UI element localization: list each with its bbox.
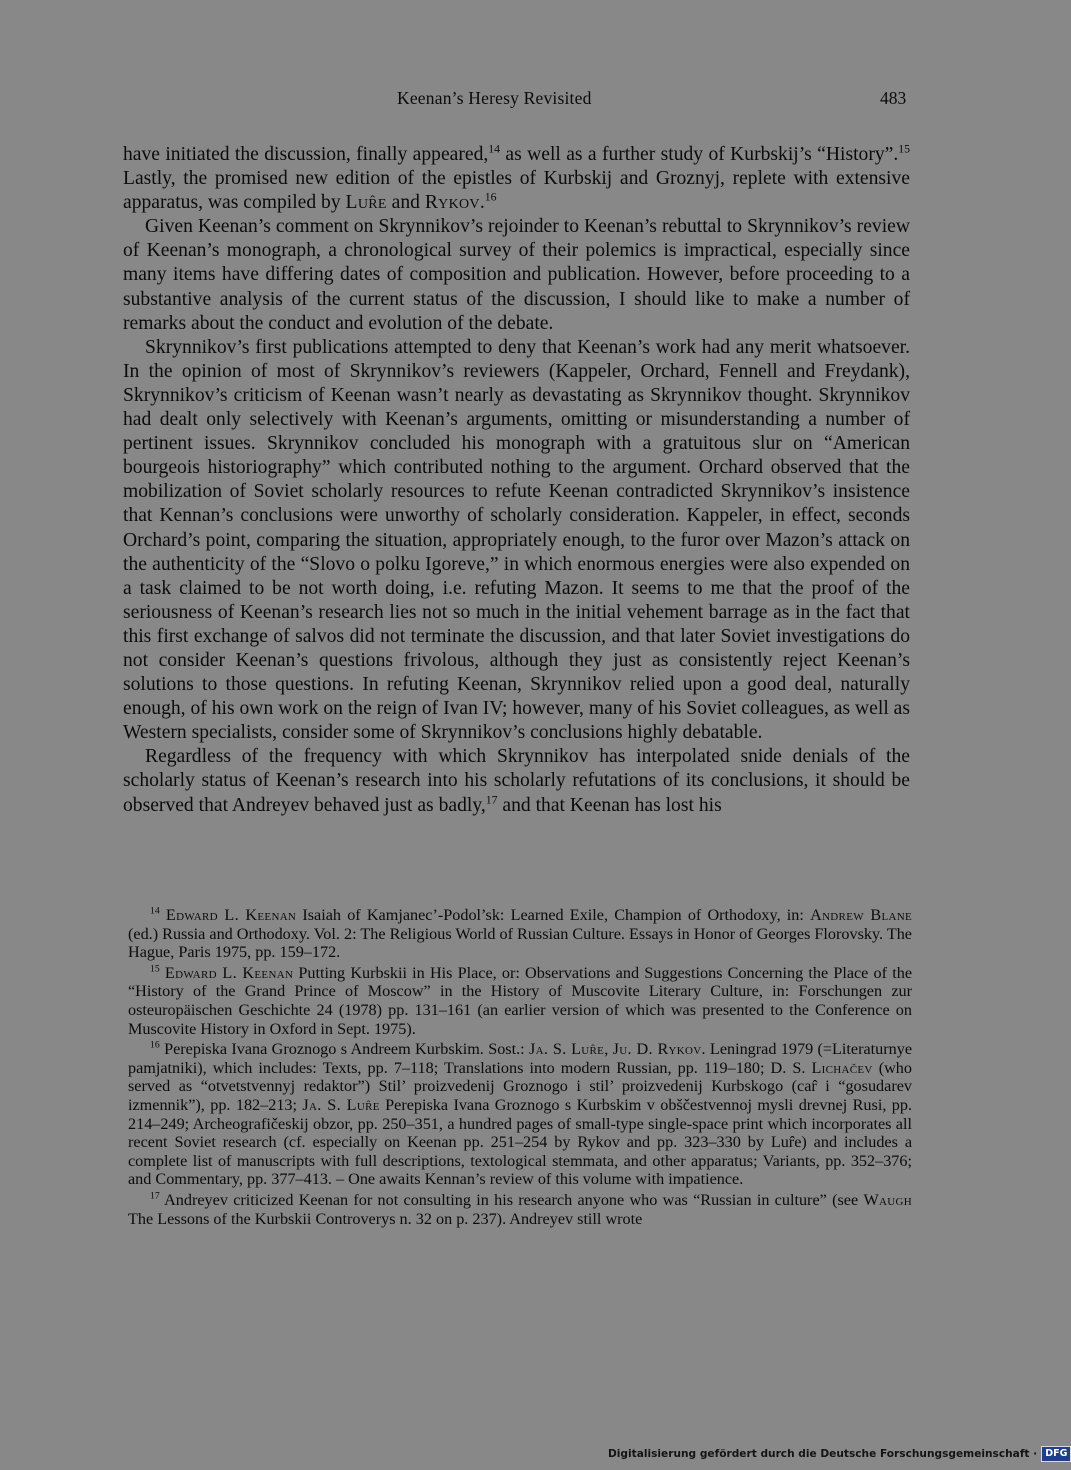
- author-name: Lichačev: [811, 1058, 873, 1077]
- footnote-17: [128, 1191, 912, 1228]
- footnote-text: Isaiah of Kamjanec’-Podol’sk: Learned Exile, Champion of Orthodoxy, in:: [296, 906, 811, 924]
- digitization-note: Digitalisierung gefördert durch die Deutsche Forschungsgemeinschaft ·: [608, 1448, 1038, 1460]
- footnote-ref-15: 15: [898, 142, 910, 156]
- dfg-logo: DFG: [1041, 1446, 1071, 1462]
- footnote-ref-16: 16: [484, 190, 497, 204]
- author-name: Edward L. Keenan: [165, 906, 297, 924]
- paragraph-4-text: and that Keenan has lost his: [497, 794, 722, 816]
- footnote-number: 15: [150, 963, 160, 975]
- footnotes: [128, 906, 912, 1230]
- author-name: Ja. S. Lur̂e: [302, 1095, 380, 1114]
- paragraph-4: [123, 745, 910, 817]
- digitization-footer: [608, 1446, 1071, 1462]
- paragraph-1-text: as well as a further study of Kurbskij’s “History”.: [500, 144, 899, 165]
- paragraph-2: Given Keenan’s comment on Skrynnikov’s rejoinder to Keenan’s rebuttal to Skrynnikov’s review of Keenan’s monograph, a chronological survey of their polemics is impractical, especially since many items have differing dates of composition and publication. However, before proceeding to a substantive analysis of the current status of the discussion, I should like to make a number of remarks about the conduct and evolution of the debate.: [123, 216, 910, 334]
- paragraph-3: Skrynnikov’s first publications attempted to deny that Keenan’s work had any merit whatsoever. In the opinion of most of Skrynnikov’s reviewers (Kappeler, Orchard, Fennell and Freydank), Skrynnikov’s criticism of Keenan wasn’t nearly as devastating as Skrynnikov thought. Skrynnikov had dealt only selectively with Keenan’s arguments, omitting or misunderstanding a number of pertinent issues. Skrynnikov concluded his monograph with a gratuitous slur on “American bourgeois historiography” which contributed nothing to the argument. Orchard observed that the mobilization of Soviet scholarly resources to refute Keenan contradicted Skrynnikov’s insistence that Kennan’s conclusions were unworthy of scholarly consideration. Kappeler, in effect, seconds Orchard’s point, comparing the situation, appropriately enough, to the furor over Mazon’s attack on the authenticity of the “Slovo o polku Igoreve,” in which enormous energies were also expended on a task claimed to be not worth doing, i.e. refuting Mazon. It seems to me that the proof of the seriousness of Keenan’s research lies not so much in the initial vehement barrage as in the fact that this first exchange of salvos did not terminate the discussion, and that later Soviet investigations do not consider Keenan’s questions frivolous, although they just as consistently reject Keenan’s solutions to those questions. In refuting Keenan, Skrynnikov relied upon a good deal, naturally enough, of his own work on the reign of Ivan IV; however, many of his Soviet colleagues, as well as Western specialists, consider some of Skrynnikov’s conclusions highly debatable.: [123, 336, 910, 744]
- footnote-14: [128, 906, 912, 962]
- main-text: [123, 143, 910, 818]
- running-head: [0, 88, 1000, 116]
- footnote-text: Perepiska Ivana Groznogo s Andreem Kurbskim. Sost.:: [159, 1040, 529, 1059]
- footnote-ref-14: 14: [488, 142, 501, 156]
- footnote-number: 16: [150, 1039, 160, 1051]
- author-name: Edward L. Keenan: [164, 963, 294, 982]
- paragraph-1-text: .: [479, 192, 485, 214]
- footnote-15: [128, 964, 912, 1038]
- footnote-number: 14: [150, 905, 160, 917]
- author-name: Ja. S. Lur̂e: [528, 1040, 605, 1059]
- footnote-text: Perepiska Ivana Groznogo s Kurbskim v obščestvennoj mysli drevnej Rusi, pp. 214–249; Archeografičeskij obzor, pp. 250–351, a hundred pages of small-type single-space print which incorporates all recent Soviet research (cf. especially on Keenan pp. 251–254 by Rykov and pp. 323–330 by Lur̂e) and includes a complete list of manuscripts with full descriptions, textological stemmata, and other apparatus; Variants, pp. 352–376; and Commentary, pp. 377–413. – One awaits Kennan’s review of this volume with impatience.: [128, 1095, 912, 1189]
- paragraph-1-text: Lastly, the promised new edition of the epistles of Kurbskij and Groznyj, replete with extensive apparatus, was compiled by: [123, 168, 910, 214]
- paragraph-1-text: and: [386, 192, 425, 214]
- author-name: Lur̂e: [345, 192, 387, 214]
- footnote-16: [128, 1040, 912, 1189]
- footnote-text: . Leningrad 1979 (=Literaturnye pamjatniki), which includes: Texts, pp. 7–118; Translations into modern Russian, pp. 119–180; D. S.: [128, 1040, 913, 1077]
- editor-name: Andrew Blane: [810, 906, 912, 924]
- author-name: Ju. D. Rykov: [612, 1040, 702, 1059]
- paragraph-1: [123, 143, 910, 215]
- page-number: 483: [880, 88, 907, 108]
- footnote-text: Andreyev criticized Keenan for not consulting in his research anyone who was “Russian in culture” (see: [159, 1190, 864, 1209]
- footnote-text: The Lessons of the Kurbskii Controverys n. 32 on p. 237). Andreyev still wrote: [128, 1209, 643, 1228]
- footnote-text: Putting Kurbskii in His Place, or: Observations and Suggestions Concerning the Place of the “History of the Grand Prince of Moscow” in the History of Muscovite Literary Culture, in: Forschungen zur osteuropäischen Geschichte 24 (1978) pp. 131–161 (an earlier version of which was presented to the Conference on Muscovite History in Oxford in Sept. 1975).: [128, 963, 912, 1038]
- footnote-ref-17: 17: [485, 793, 498, 806]
- running-title: Keenan’s Heresy Revisited: [397, 88, 592, 108]
- footnote-text: (ed.) Russia and Orthodoxy. Vol. 2: The Religious World of Russian Culture. Essays in Honor of Georges Florovsky. The Hague, Paris 1975, pp. 159–172.: [128, 924, 912, 962]
- author-name: Rykov: [424, 192, 480, 214]
- paragraph-4-text: Regardless of the frequency with which Skrynnikov has interpolated snide denials of the scholarly status of Keenan’s research into his scholarly refutations of its conclusions, it should be observed that Andreyev behaved just as badly,: [123, 746, 910, 816]
- paragraph-1-text: have initiated the discussion, finally appeared,: [123, 144, 489, 165]
- footnote-number: 17: [150, 1190, 160, 1202]
- footnote-text: ,: [604, 1040, 613, 1059]
- author-name: Waugh: [863, 1190, 912, 1209]
- footnote-text: (who served as “otvetstvennyj redaktor”) Stil’ proizvedenij Groznogo i stil’ proizvedenij Kurbskogo (car̂ i “gosudarev izmennik”), pp. 182–213;: [128, 1058, 912, 1114]
